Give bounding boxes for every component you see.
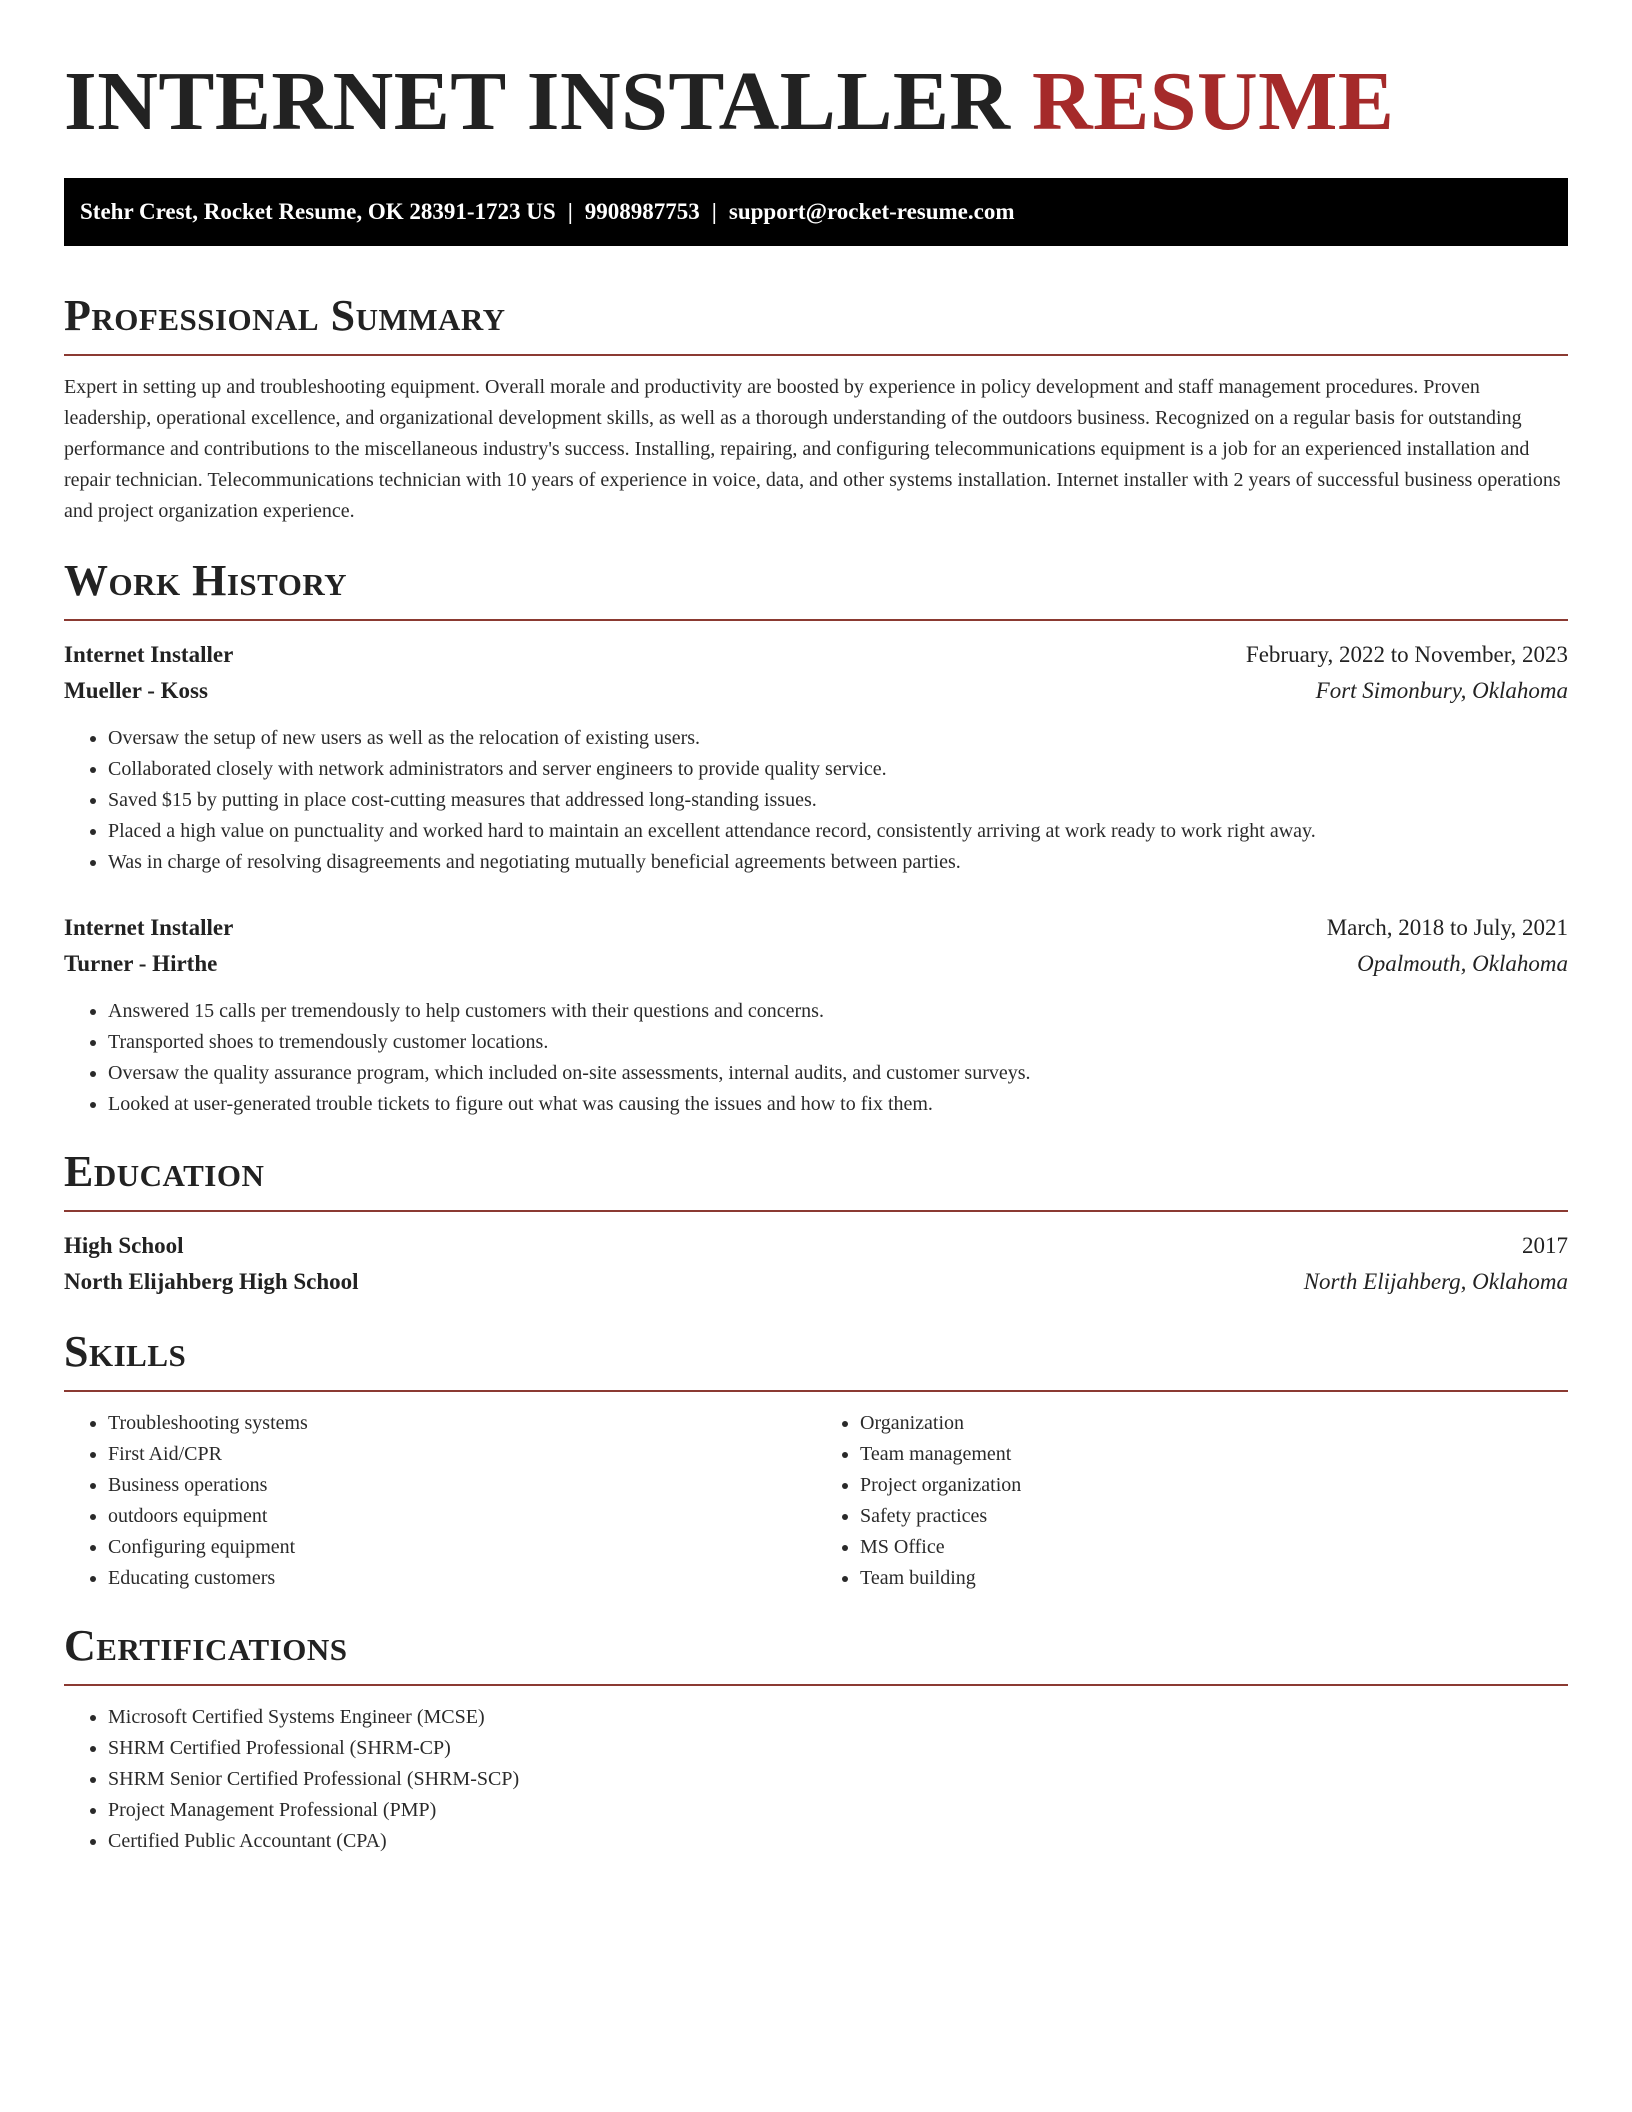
company-name: Turner - Hirthe <box>64 951 218 976</box>
list-item: • Safety practices <box>860 1501 1568 1532</box>
list-item: • Looked at user-generated trouble tickets to figure out what was causing the issues and how to fix them. <box>108 1089 1568 1120</box>
job-dates: March, 2018 to July, 2021 <box>1326 915 1568 940</box>
work-entry-subheader <box>64 946 1568 982</box>
list-item: • Organization <box>860 1408 1568 1439</box>
work-history-section <box>64 555 1568 1120</box>
school-name: North Elijahberg High School <box>64 1269 359 1294</box>
job-title: Internet Installer <box>64 915 234 940</box>
school-location: North Elijahberg, Oklahoma <box>1303 1269 1568 1294</box>
section-divider <box>64 1684 1568 1686</box>
list-item: • Oversaw the setup of new users as well as the relocation of existing users. <box>108 723 1568 754</box>
section-divider <box>64 354 1568 356</box>
section-title-skills: Skills <box>64 1327 187 1376</box>
resume-title-main: INTERNET INSTALLER <box>64 55 1011 148</box>
work-entry <box>64 637 1568 878</box>
work-entry-header <box>64 637 1568 673</box>
list-item: • Oversaw the quality assurance program, which included on-site assessments, internal audits, and customer surveys. <box>108 1058 1568 1089</box>
contact-separator: | <box>711 199 717 224</box>
list-item: • Placed a high value on punctuality and worked hard to maintain an excellent attendance record, consistently arriving at work ready to work right away. <box>108 816 1568 847</box>
certifications-list <box>64 1702 1568 1857</box>
work-entry-subheader <box>64 673 1568 709</box>
list-item: • Collaborated closely with network administrators and server engineers to provide quality service. <box>108 754 1568 785</box>
list-item: • Was in charge of resolving disagreements and negotiating mutually beneficial agreements between parties. <box>108 847 1568 878</box>
job-location: Opalmouth, Oklahoma <box>1357 951 1568 976</box>
list-item: • Business operations <box>108 1470 816 1501</box>
section-title-certifications: Certifications <box>64 1621 348 1670</box>
section-divider <box>64 619 1568 621</box>
job-duties-list <box>64 996 1568 1120</box>
contact-separator: | <box>567 199 573 224</box>
list-item: • Saved $15 by putting in place cost-cutting measures that addressed long-standing issues. <box>108 785 1568 816</box>
skills-list-left <box>64 1408 816 1594</box>
education-entry-header <box>64 1228 1568 1264</box>
skills-list-right <box>816 1408 1568 1594</box>
job-dates: February, 2022 to November, 2023 <box>1245 642 1568 667</box>
list-item: • MS Office <box>860 1532 1568 1563</box>
education-entry <box>64 1228 1568 1300</box>
graduation-year: 2017 <box>1522 1233 1568 1258</box>
list-item: • Troubleshooting systems <box>108 1408 816 1439</box>
summary-text: Expert in setting up and troubleshooting equipment. Overall morale and productivity are boosted by experience in policy development and staff management procedures. Proven leadership, operational excellence, and organizational development skills, as well as a thorough understanding of the outdoors business. Recognized on a regular basis for outstanding performance and contributions to the miscellaneous industry's success. Installing, repairing, and configuring telecommunications equipment is a job for an experienced installation and repair technician. Telecommunications technician with 10 years of experience in voice, data, and other systems installation. Internet installer with 2 years of successful business operations and project organization experience. <box>64 376 1561 522</box>
education-section <box>64 1146 1568 1300</box>
education-entry-subheader <box>64 1264 1568 1300</box>
list-item: • SHRM Certified Professional (SHRM-CP) <box>108 1733 1568 1764</box>
certifications-section <box>64 1620 1568 1857</box>
contact-address: Stehr Crest, Rocket Resume, OK 28391-1723 US <box>80 199 556 224</box>
job-title: Internet Installer <box>64 642 234 667</box>
section-title-work: Work History <box>64 556 348 605</box>
list-item: • Microsoft Certified Systems Engineer (MCSE) <box>108 1702 1568 1733</box>
resume-title <box>64 52 1568 152</box>
list-item: • Project Management Professional (PMP) <box>108 1795 1568 1826</box>
list-item: • Certified Public Accountant (CPA) <box>108 1826 1568 1857</box>
contact-email[interactable]: support@rocket-resume.com <box>728 199 1015 224</box>
job-location: Fort Simonbury, Oklahoma <box>1315 678 1568 703</box>
list-item: • Answered 15 calls per tremendously to help customers with their questions and concerns. <box>108 996 1568 1027</box>
resume-title-accent: RESUME <box>1032 55 1395 148</box>
list-item: • First Aid/CPR <box>108 1439 816 1470</box>
section-title-summary: Professional Summary <box>64 291 506 340</box>
section-divider <box>64 1210 1568 1212</box>
work-entry-header <box>64 910 1568 946</box>
contact-phone[interactable]: 9908987753 <box>584 199 700 224</box>
list-item: • Team management <box>860 1439 1568 1470</box>
degree-name: High School <box>64 1233 184 1258</box>
company-name: Mueller - Koss <box>64 678 208 703</box>
skills-section <box>64 1326 1568 1594</box>
list-item: • Transported shoes to tremendously customer locations. <box>108 1027 1568 1058</box>
list-item: • Team building <box>860 1563 1568 1594</box>
list-item: • Educating customers <box>108 1563 816 1594</box>
list-item: • Configuring equipment <box>108 1532 816 1563</box>
list-item: • outdoors equipment <box>108 1501 816 1532</box>
list-item: • SHRM Senior Certified Professional (SHRM-SCP) <box>108 1764 1568 1795</box>
section-divider <box>64 1390 1568 1392</box>
list-item: • Project organization <box>860 1470 1568 1501</box>
contact-bar <box>64 178 1568 246</box>
section-title-education: Education <box>64 1147 265 1196</box>
skills-grid <box>64 1408 1568 1594</box>
summary-section <box>64 290 1568 527</box>
work-entry <box>64 910 1568 1120</box>
job-duties-list <box>64 723 1568 878</box>
